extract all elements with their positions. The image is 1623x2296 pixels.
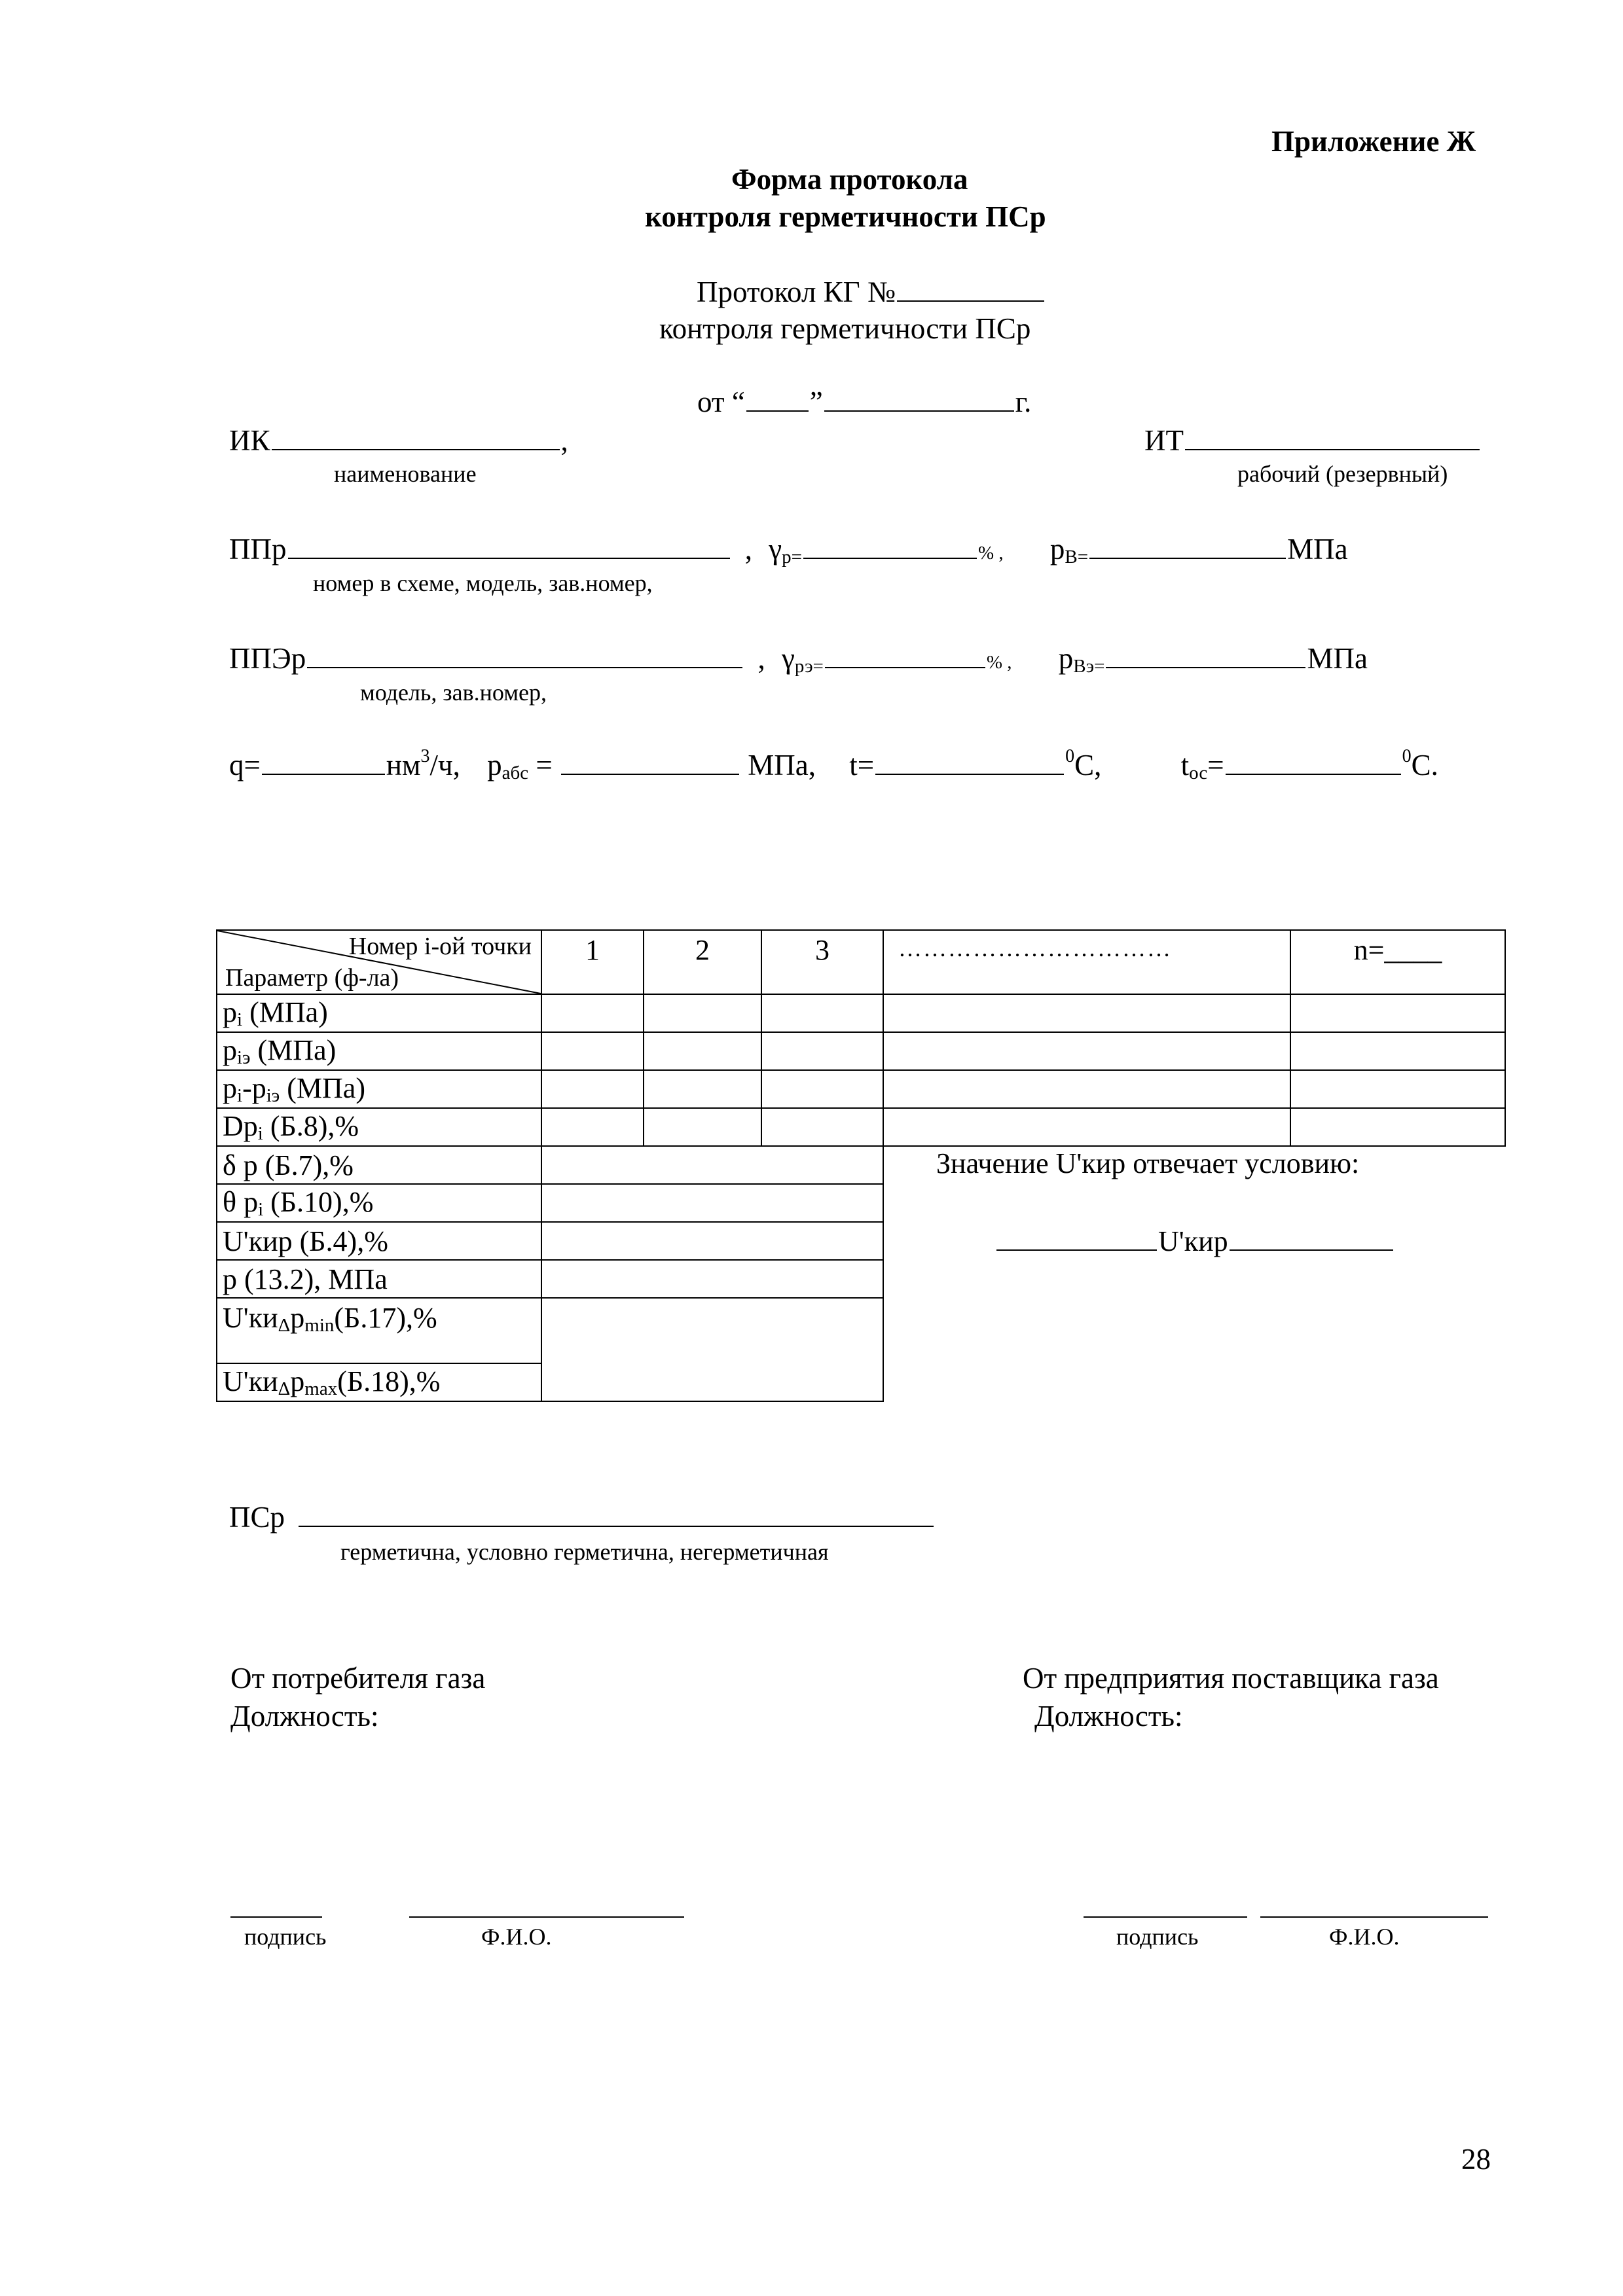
column-header: 3: [761, 930, 883, 994]
table-row: [217, 1108, 1505, 1146]
table-row: [217, 1032, 1505, 1070]
ik-line: ИК ,: [229, 424, 568, 457]
column-header: 2: [644, 930, 761, 994]
table-cell[interactable]: [761, 1070, 883, 1108]
table-header-row: [217, 930, 1505, 994]
row-label: $р_{iэ}$ (МПа): [217, 1032, 541, 1070]
left-sign-line[interactable]: [230, 1916, 322, 1918]
condition-left-field[interactable]: [996, 1249, 1157, 1251]
table-row: [217, 1184, 1505, 1222]
summary-cell[interactable]: [541, 1298, 883, 1401]
diagonal-header-cell: [217, 930, 541, 994]
protocol-number-line: [697, 275, 1046, 309]
row-label: δ р (Б.7),%: [217, 1146, 541, 1184]
table-cell[interactable]: [883, 1032, 1290, 1070]
it-caption: рабочий (резервный): [1237, 461, 1448, 487]
left-fio-caption: Ф.И.О.: [481, 1924, 552, 1950]
ppe-caption: модель, зав.номер,: [360, 679, 547, 706]
appendix-label: Приложение Ж: [1271, 125, 1476, 158]
condition-formula: U'кир: [883, 1222, 1505, 1260]
table-cell[interactable]: [761, 1108, 883, 1146]
row-label: U'кир (Б.4),%: [217, 1222, 541, 1260]
right-fio-line[interactable]: [1260, 1916, 1488, 1918]
table-cell[interactable]: [1290, 1070, 1505, 1108]
table-cell[interactable]: [644, 1070, 761, 1108]
date-day-field[interactable]: [746, 410, 809, 412]
it-field[interactable]: [1185, 448, 1480, 450]
table-cell[interactable]: [883, 994, 1290, 1032]
ppe-field[interactable]: [307, 666, 742, 668]
condition-text: Значение U'кир отвечает условию:: [883, 1146, 1505, 1184]
table-row: [217, 1260, 1505, 1298]
table-cell[interactable]: [644, 1032, 761, 1070]
ppe-gamma-field[interactable]: [825, 666, 985, 668]
page-number: 28: [1461, 2143, 1491, 2176]
column-header-ellipsis: ……………………………: [883, 930, 1290, 994]
table-cell[interactable]: [761, 1032, 883, 1070]
table-cell[interactable]: [761, 994, 883, 1032]
left-org: От потребителя газа: [230, 1662, 486, 1695]
summary-cell[interactable]: [541, 1146, 883, 1184]
ppr-p-field[interactable]: [1089, 557, 1286, 559]
form-title-line1: Форма протокола: [731, 163, 968, 196]
right-sign-line[interactable]: [1084, 1916, 1247, 1918]
table-cell[interactable]: [541, 1032, 644, 1070]
table-row: [217, 1222, 1505, 1260]
t-field[interactable]: [875, 773, 1064, 775]
table-row: [217, 1298, 1505, 1363]
column-header: 1: [541, 930, 644, 994]
table-row: [217, 994, 1505, 1032]
table-cell[interactable]: [883, 1070, 1290, 1108]
row-label: $р_i-р_{iэ}$ (МПа): [217, 1070, 541, 1108]
row-label: $Dр_i$ (Б.8),%: [217, 1108, 541, 1146]
ik-field[interactable]: [272, 448, 560, 450]
toc-field[interactable]: [1226, 773, 1401, 775]
psr-field[interactable]: [299, 1525, 934, 1527]
left-sign-caption: подпись: [244, 1924, 327, 1950]
right-org: От предприятия поставщика газа: [1023, 1662, 1439, 1695]
table-cell[interactable]: [644, 1108, 761, 1146]
table-cell[interactable]: [541, 994, 644, 1032]
table-row: [217, 1070, 1505, 1108]
ppe-line: ППЭр , $\gamma_{рэ=}$ % , $р_{Вэ=}$ МПа: [229, 642, 1368, 677]
row-label: θ $р_i$ (Б.10),%: [217, 1184, 541, 1222]
q-field[interactable]: [262, 773, 385, 775]
table-cell[interactable]: [1290, 1032, 1505, 1070]
p-abs-field[interactable]: [561, 773, 739, 775]
summary-cell[interactable]: [541, 1222, 883, 1260]
date-month-field[interactable]: [824, 410, 1014, 412]
table-cell[interactable]: [541, 1070, 644, 1108]
params-line: $q= нм^3/ч$, $р_{абс}$ = МПа, t= $^0$С, $t_{ос}= ^0С$.: [229, 746, 1438, 783]
form-title-line2: контроля герметичности ПСр: [645, 200, 1046, 233]
protocol-number-field[interactable]: [897, 300, 1044, 302]
table-cell[interactable]: [541, 1108, 644, 1146]
table-cell[interactable]: [1290, 1108, 1505, 1146]
ik-caption: наименование: [334, 461, 477, 487]
table-cell[interactable]: [1290, 994, 1505, 1032]
header-parameter: Параметр (ф-ла): [225, 964, 399, 992]
column-header-n: n=____: [1290, 930, 1505, 994]
left-position: Должность:: [230, 1700, 379, 1732]
left-fio-line[interactable]: [409, 1916, 684, 1918]
right-position: Должность:: [1034, 1700, 1183, 1732]
psr-line: ПСр: [229, 1500, 935, 1534]
protocol-subtitle: контроля герметичности ПСр: [659, 312, 1031, 345]
ppe-p-field[interactable]: [1106, 666, 1305, 668]
ppr-line: ППр , $\gamma_{р=}$ % , $р_{В=}$ МПа: [229, 533, 1348, 567]
row-label: $р_i$ (МПа): [217, 994, 541, 1032]
ppr-gamma-field[interactable]: [803, 557, 977, 559]
table-row: [217, 1146, 1505, 1184]
ppr-caption: номер в схеме, модель, зав.номер,: [313, 570, 653, 596]
ppr-field[interactable]: [288, 557, 730, 559]
summary-cell[interactable]: [541, 1260, 883, 1298]
row-label: $U'ки_\Delta р_{min}(Б.17),\%$: [217, 1298, 541, 1363]
condition-right-field[interactable]: [1230, 1249, 1393, 1251]
summary-cell[interactable]: [541, 1184, 883, 1222]
table-cell[interactable]: [883, 1108, 1290, 1146]
row-label: $U'ки_\Delta р_{max}(Б.18),\%$: [217, 1363, 541, 1401]
right-fio-caption: Ф.И.О.: [1329, 1924, 1400, 1950]
protocol-number-label: Протокол КГ №: [697, 276, 896, 308]
protocol-date-line: от “ ” г.: [697, 386, 1032, 418]
header-point-number: Номер i-ой точки: [348, 933, 532, 960]
measurement-table: [216, 929, 1506, 1402]
table-cell[interactable]: [644, 994, 761, 1032]
psr-caption: герметична, условно герметична, негерметичная: [340, 1539, 829, 1565]
right-sign-caption: подпись: [1116, 1924, 1199, 1950]
it-line: ИТ: [1144, 423, 1481, 457]
row-label: р (13.2), МПа: [217, 1260, 541, 1298]
